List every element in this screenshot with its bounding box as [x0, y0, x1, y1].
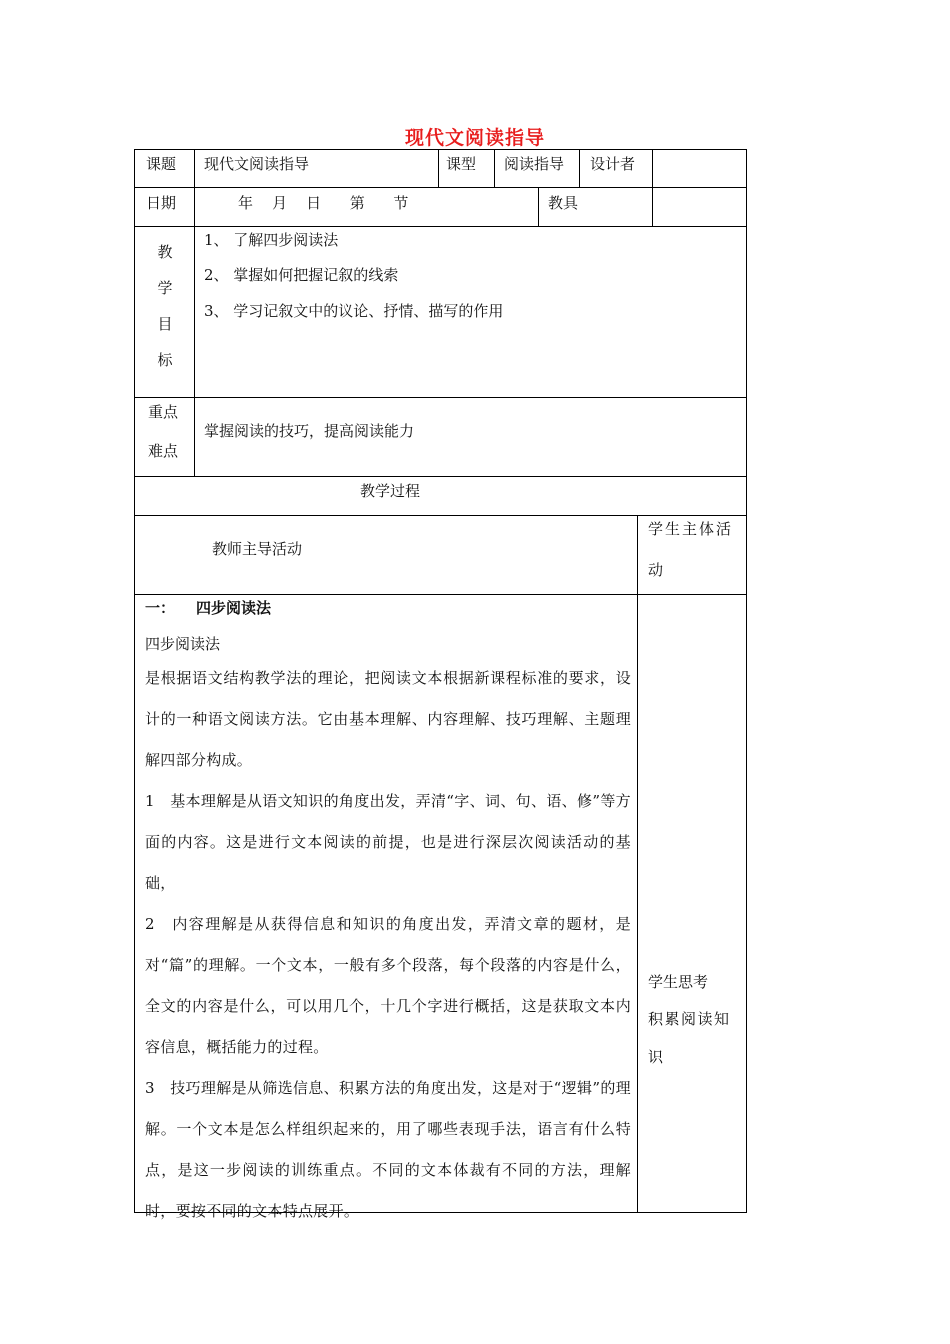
student-note: 学生思考 — [648, 973, 709, 991]
table-divider — [494, 149, 495, 188]
point-paragraph: 2 内容理解是从获得信息和知识的角度出发，弄清文章的题材，是对“篇”的理解。一个文本，一般有多个段落，每个段落的内容是什么，全文的内容是什么，可以用几个，十几个字进行概括，这是获取文本内容信息，概括能力的过程。 — [145, 915, 631, 1056]
student-note: 积累阅读知 — [648, 1010, 731, 1028]
student-activity-header-cont: 动 — [648, 561, 664, 579]
difficulties-label: 难点 — [148, 442, 179, 460]
section-heading-number: 一： — [145, 599, 176, 617]
document-title: 现代文阅读指导 — [404, 127, 545, 149]
table-divider — [652, 187, 653, 227]
key-points-value: 掌握阅读的技巧，提高阅读能力 — [204, 422, 415, 440]
table-divider — [134, 187, 747, 188]
objectives-label — [155, 242, 175, 386]
objective-item: 1、 了解四步阅读法 — [204, 231, 339, 249]
designer-label: 设计者 — [590, 155, 636, 173]
teacher-activity-header: 教师主导活动 — [212, 540, 303, 558]
table-border-top — [134, 149, 747, 150]
table-divider — [134, 397, 747, 398]
objectives-label-char: 标 — [157, 351, 173, 369]
objective-item: 3、 学习记叙文中的议论、抒情、描写的作用 — [204, 302, 504, 320]
table-border-right — [746, 149, 747, 1213]
topic-value: 现代文阅读指导 — [204, 155, 310, 173]
lesson-type-value: 阅读指导 — [504, 155, 565, 173]
table-divider — [438, 149, 439, 188]
lesson-type-label: 课型 — [446, 155, 477, 173]
section-heading-title: 四步阅读法 — [196, 599, 272, 617]
date-value: 年 月 日 第 节 — [238, 194, 409, 212]
table-divider — [579, 149, 580, 188]
table-divider — [652, 149, 653, 188]
table-divider — [538, 187, 539, 227]
topic-label: 课题 — [146, 155, 177, 173]
table-divider — [134, 226, 747, 227]
point-paragraph: 1 基本理解是从语文知识的角度出发，弄清“字、词、句、语、修”等方面的内容。这是进行文本阅读的前提，也是进行深层次阅读活动的基础， — [145, 792, 631, 892]
table-divider — [637, 515, 638, 1213]
table-divider — [194, 226, 195, 477]
objectives-label-char: 学 — [157, 279, 173, 297]
point-paragraph: 3 技巧理解是从筛选信息、积累方法的角度出发，这是对于“逻辑”的理解。一个文本是怎么样组织起来的，用了哪些表现手法，语言有什么特点，是这一步阅读的训练重点。不同的文本体裁有不同的方法，理解时，要按不同的文本特点展开。 — [145, 1079, 631, 1220]
table-border-left — [134, 149, 135, 1213]
table-divider — [134, 594, 747, 595]
student-activity-header: 学生主体活 — [648, 520, 734, 538]
table-divider — [134, 515, 747, 516]
table-divider — [194, 187, 195, 227]
teaching-tools-label: 教具 — [548, 194, 579, 212]
process-title: 教学过程 — [360, 482, 421, 500]
table-divider — [194, 149, 195, 188]
section-subtitle: 四步阅读法 — [145, 635, 221, 653]
date-label: 日期 — [146, 194, 177, 212]
key-points-label: 重点 — [148, 403, 179, 421]
objectives-label-char: 目 — [157, 315, 173, 333]
student-note: 识 — [648, 1048, 664, 1066]
table-divider — [134, 476, 747, 477]
objective-item: 2、 掌握如何把握记叙的线索 — [204, 266, 399, 284]
objectives-label-char: 教 — [157, 243, 173, 261]
intro-paragraph: 是根据语文结构教学法的理论，把阅读文本根据新课程标准的要求，设计的一种语文阅读方法。它由基本理解、内容理解、技巧理解、主题理解四部分构成。 — [145, 669, 631, 769]
section-body — [145, 658, 631, 1232]
